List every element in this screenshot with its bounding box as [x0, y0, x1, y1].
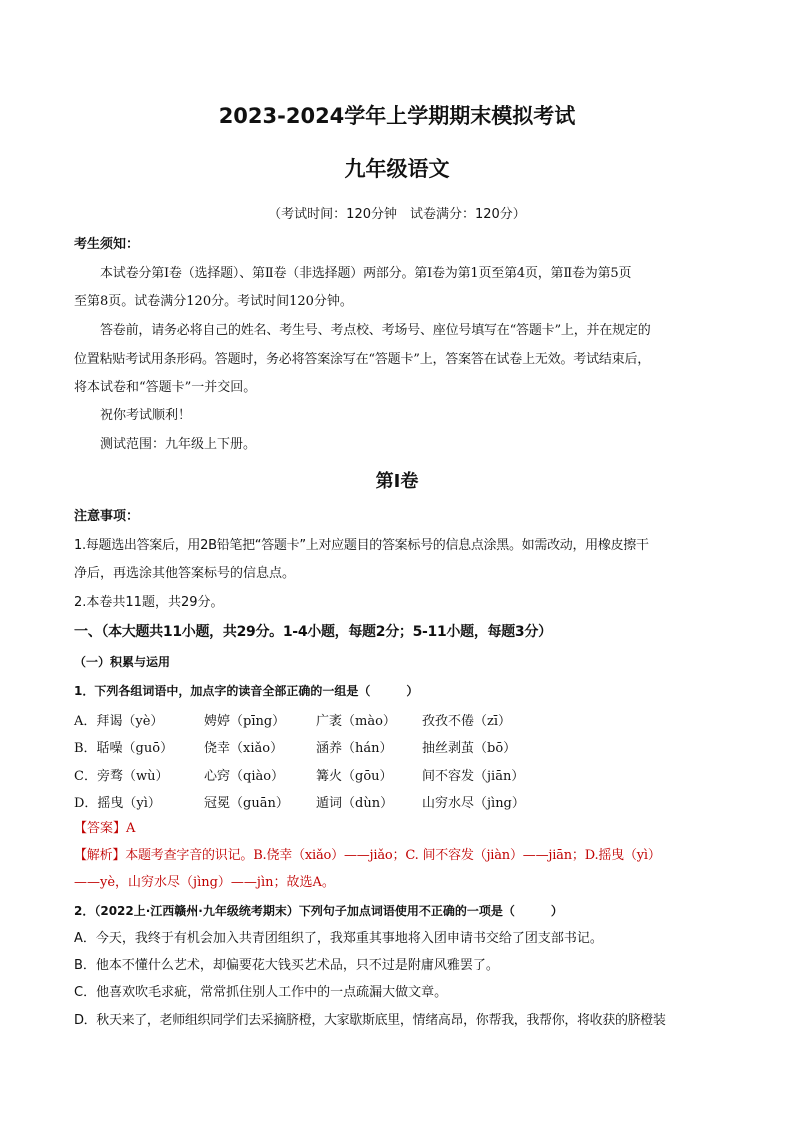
question-2-option-d: D．秋天来了，老师组织同学们去采摘脐橙，大家歇斯底里，情绪高昂，你帮我，我帮你，将收获的脐橙装	[74, 1013, 666, 1028]
option-a-word-1: A．拜谒（yè）	[74, 714, 164, 729]
question-1-stem: 1．下列各组词语中，加点字的读音全部正确的一组是（ ）	[74, 684, 419, 698]
option-a-word-4: 孜孜不倦（zī）	[422, 714, 512, 729]
sub-heading: （一）积累与运用	[74, 655, 171, 669]
exam-info: （考试时间：120分钟 试卷满分：120分）	[268, 207, 526, 222]
question-1-analysis-line-2: ——yè，山穷水尽（jìng）——jìn；故选A。	[74, 875, 335, 890]
option-c-word-4: 间不容发（jiān）	[422, 769, 525, 784]
option-d-word-3: 遁词（dùn）	[316, 796, 394, 811]
option-b-word-1: B．聒噪（guō）	[74, 741, 174, 756]
option-a-word-3: 广袤（mào）	[316, 714, 396, 729]
notice-paragraph-2-line-1: 答卷前，请务必将自己的姓名、考生号、考点校、考场号、座位号填写在“答题卡”上，并在规定的	[100, 323, 651, 338]
notice-good-luck: 祝你考试顺利！	[100, 408, 192, 423]
notice-heading: 考生须知：	[74, 237, 140, 252]
note-1-line-2: 净后，再选涂其他答案标号的信息点。	[74, 566, 296, 581]
answer-label: 【答案】	[74, 821, 127, 836]
question-2-option-c: C．他喜欢吹毛求疵，常常抓住别人工作中的一点疏漏大做文章。	[74, 985, 448, 1000]
option-d-word-1: D．摇曳（yì）	[74, 796, 161, 811]
notice-paragraph-2-line-2: 位置粘贴考试用条形码。答题时，务必将答案涂写在“答题卡”上，答案答在试卷上无效。考试结束后，	[74, 352, 651, 367]
section-heading: 第Ⅰ卷	[375, 471, 419, 492]
question-2-stem: 2．（2022上·江西赣州·九年级统考期末）下列句子加点词语使用不正确的一项是（ ）	[74, 904, 563, 918]
option-d-word-2: 冠冕（guān）	[204, 796, 289, 811]
question-1-analysis-line-1	[74, 847, 661, 865]
option-b-word-2: 侥幸（xiǎo）	[204, 741, 284, 756]
exam-title: 2023-2024学年上学期期末模拟考试	[218, 104, 576, 128]
notice-paragraph-1-line-2: 至第8页。试卷满分120分。考试时间120分钟。	[74, 294, 353, 309]
question-1-answer	[74, 820, 135, 838]
notice-paragraph-2-line-3: 将本试卷和“答题卡”一并交回。	[74, 380, 257, 395]
option-d-word-4: 山穷水尽（jìng）	[422, 796, 525, 811]
notice-paragraph-1-line-1: 本试卷分第Ⅰ卷（选择题）、第Ⅱ卷（非选择题）两部分。第Ⅰ卷为第1页至第4页，第Ⅱ卷为第5页	[100, 266, 632, 281]
option-c-word-2: 心窍（qiào）	[204, 769, 285, 784]
notes-heading: 注意事项：	[74, 509, 140, 524]
note-2: 2.本卷共11题，共29分。	[74, 595, 224, 610]
option-c-word-3: 篝火（gōu）	[316, 769, 393, 784]
option-b-word-4: 抽丝剥茧（bō）	[422, 741, 517, 756]
question-2-option-b: B．他本不懂什么艺术，却偏要花大钱买艺术品，只不过是附庸风雅罢了。	[74, 958, 499, 973]
option-b-word-3: 涵养（hán）	[316, 741, 393, 756]
option-c-word-1: C．旁骛（wù）	[74, 769, 169, 784]
exam-subject: 九年级语文	[344, 157, 450, 181]
option-a-word-2: 娉婷（pīng）	[204, 714, 286, 729]
answer-value: A	[126, 821, 136, 836]
notice-test-scope: 测试范围：九年级上下册。	[100, 437, 257, 452]
question-2-option-a: A．今天，我终于有机会加入共青团组织了，我郑重其事地将入团申请书交给了团支部书记。	[74, 931, 603, 946]
note-1-line-1: 1.每题选出答案后，用2B铅笔把“答题卡”上对应题目的答案标号的信息点涂黑。如需改动，用橡皮擦干	[74, 538, 649, 553]
part-heading: 一、（本大题共11小题，共29分。1-4小题，每题2分；5-11小题，每题3分）	[74, 624, 552, 640]
analysis-text: 本题考查字音的识记。B.侥幸（xiǎo）——jiǎo；C. 间不容发（jiàn）——jiān；D.摇曳（yì）	[125, 848, 661, 863]
analysis-label: 【解析】	[74, 848, 126, 863]
